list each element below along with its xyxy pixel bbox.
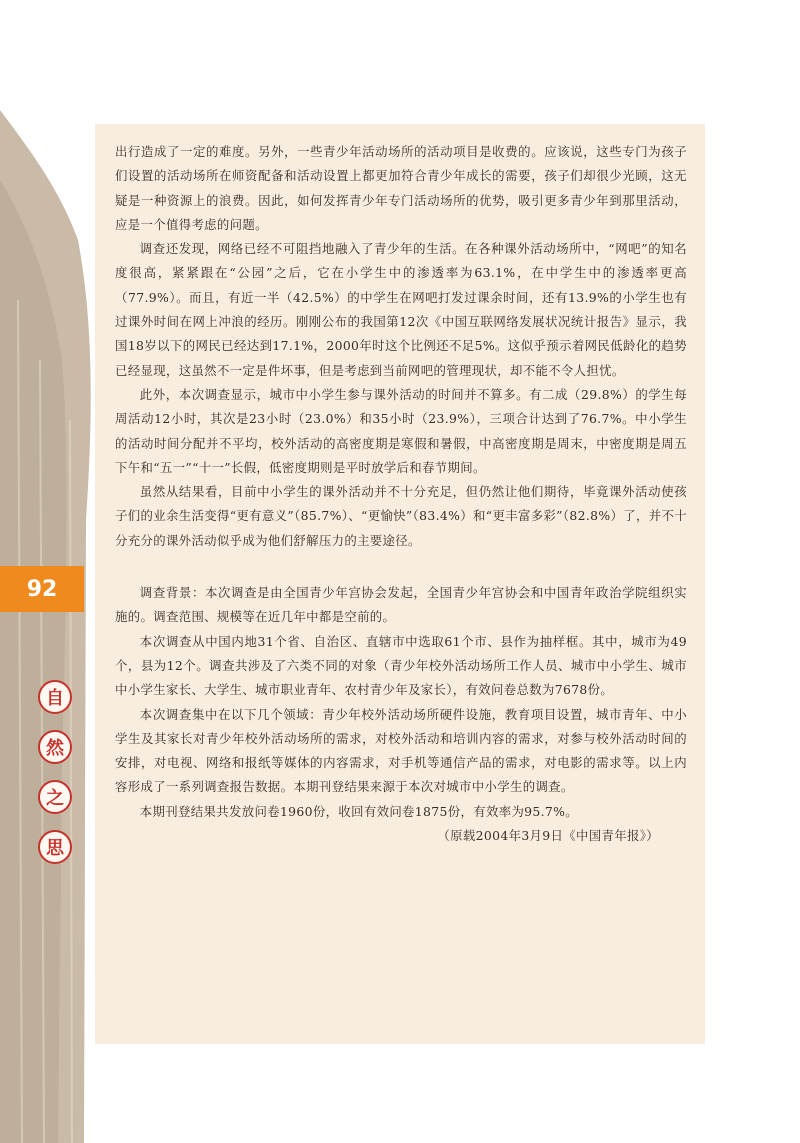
background-paragraph: 本次调查从中国内地31个省、自治区、直辖市中选取61个市、县作为抽样框。其中，城市为49个，县为12个。调查共涉及了六类不同的对象（青少年校外活动场所工作人员、城市中小学生、城市中小学生家长、大学生、城市职业青年、农村青少年及家长），有效问卷总数为7678份。 (115, 633, 687, 698)
paragraph: 调查还发现，网络已经不可阻挡地融入了青少年的生活。在各种课外活动场所中，“网吧”的知名度很高，紧紧跟在“公园”之后，它在小学生中的渗透率为63.1%，在中学生中的渗透率更高（77.9%）。而且，有近一半（42.5%）的中学生在网吧打发过课余时间，还有13.9%的小学生也有过课外时间在网上冲浪的经历。刚刚公布的我国第12次《中国互联网络发展状况统计报告》显示，我国18岁以下的网民已经达到17.1%，2000年时这个比例还不足5%。这似乎预示着网民低龄化的趋势已经显现，这虽然不一定是件坏事，但是考虑到当前网吧的管理现状，却不能不令人担忧。 (115, 241, 687, 378)
paragraph: 出行造成了一定的难度。另外，一些青少年活动场所的活动项目是收费的。应该说，这些专门为孩子们设置的活动场所在师资配备和活动设置上都更加符合青少年成长的需要，孩子们却很少光顾，这无疑是一种资源上的浪费。因此，如何发挥青少年专门活动场所的优势，吸引更多青少年到那里活动，应是一个值得考虑的问题。 (115, 144, 687, 232)
source-citation: （原载2004年3月9日《中国青年报》） (437, 828, 659, 844)
side-title-char: 思 (38, 830, 72, 864)
background-paragraph: 调查背景：本次调查是由全国青少年宫协会发起，全国青少年宫协会和中国青年政治学院组织实施的。调查范围、规模等在近几年中都是空前的。 (115, 585, 687, 625)
background-paragraph: 本期刊登结果共发放问卷1960份，收回有效问卷1875份，有效率为95.7%。 (139, 803, 579, 819)
side-title-char: 自 (38, 680, 72, 714)
page-number: 92 (0, 566, 84, 612)
side-title (38, 680, 74, 880)
paragraph: 虽然从结果看，目前中小学生的课外活动并不十分充足，但仍然让他们期待，毕竟课外活动使孩子们的业余生活变得“更有意义”（85.7%）、“更愉快”（83.4%）和“更丰富多彩”（82.8%）了，并不十分充分的课外活动似乎成为他们舒解压力的主要途径。 (115, 484, 687, 548)
side-title-char: 然 (38, 730, 72, 764)
article-body (115, 140, 687, 848)
background-paragraph: 本次调查集中在以下几个领域：青少年校外活动场所硬件设施，教育项目设置，城市青年、中小学生及其家长对青少年校外活动场所的需求，对校外活动和培训内容的需求，对参与校外活动时间的安排，对电视、网络和报纸等媒体的内容需求，对手机等通信产品的需求，对电影的需求等。以上内容形成了一系列调查报告数据。本期刊登结果来源于本次对城市中小学生的调查。 (115, 706, 687, 795)
paragraph: 此外，本次调查显示，城市中小学生参与课外活动的时间并不算多。有二成（29.8%）的学生每周活动12小时，其次是23小时（23.0%）和35小时（23.9%），三项合计达到了76.7%。中小学生的活动时间分配并不平均，校外活动的高密度期是寒假和暑假，中高密度期是周末，中密度期是周五下午和“五一”“十一”长假，低密度期则是平时放学后和春节期间。 (115, 386, 687, 475)
section-gap (115, 553, 687, 581)
side-title-char: 之 (38, 780, 72, 814)
